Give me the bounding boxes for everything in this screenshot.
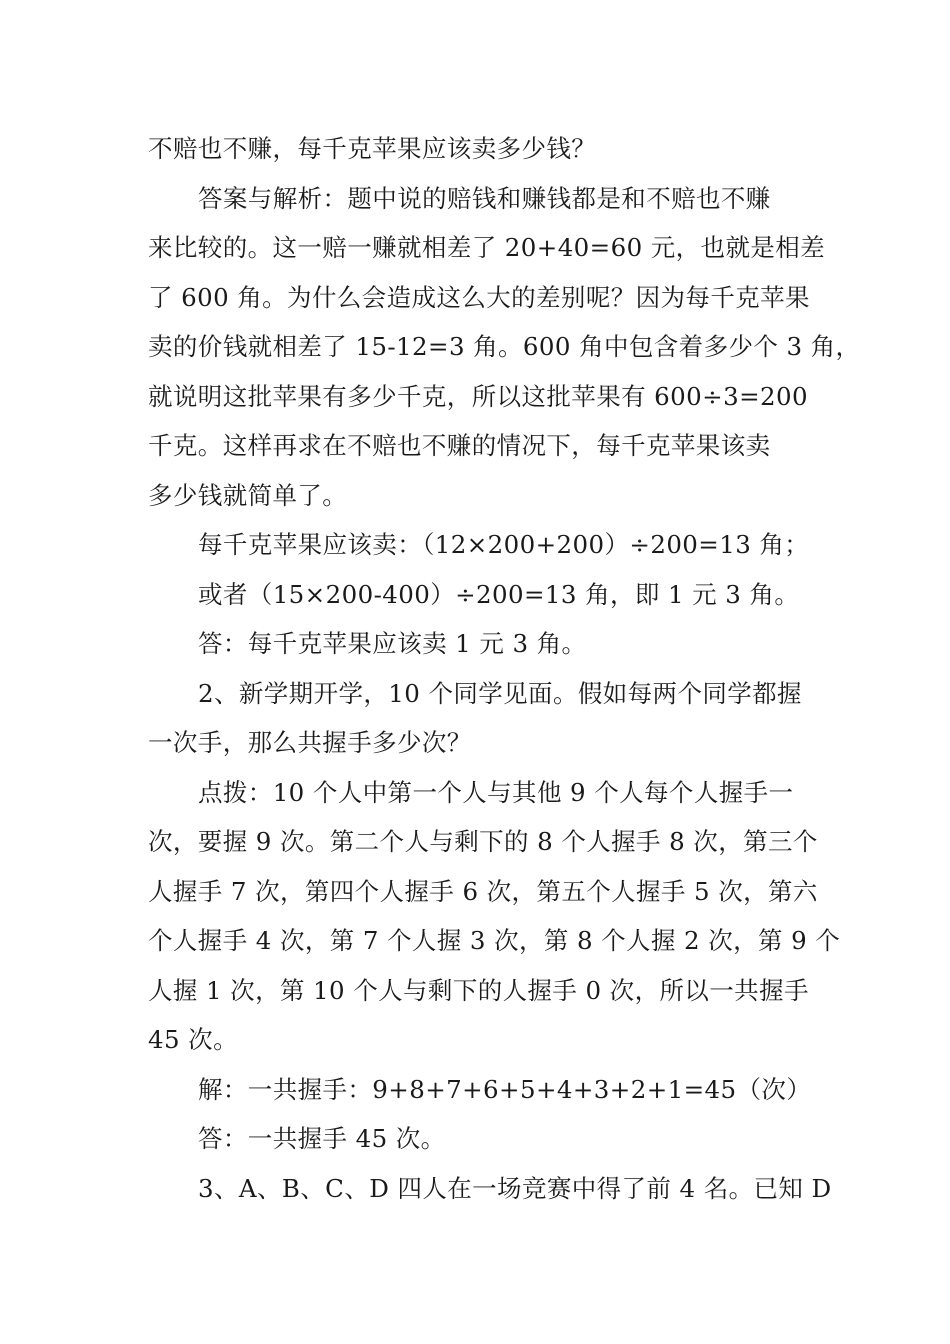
text-line: 千克。这样再求在不赔也不赚的情况下，每千克苹果该卖 [148, 431, 771, 460]
text-line: 点拨：10 个人中第一个人与其他 9 个人每个人握手一 [198, 777, 794, 807]
text-line: 45 次。 [148, 1025, 238, 1054]
text-line: 答：一共握手 45 次。 [198, 1124, 446, 1153]
text-line: 不赔也不赚，每千克苹果应该卖多少钱？ [148, 134, 597, 163]
text-line: 2、新学期开学，10 个同学见面。假如每两个同学都握 [198, 678, 802, 708]
text-line: 答案与解析：题中说的赔钱和赚钱都是和不赔也不赚 [198, 183, 771, 213]
text-line: 答：每千克苹果应该卖 1 元 3 角。 [198, 629, 587, 658]
text-line: 人握手 7 次，第四个人握手 6 次，第五个人握手 5 次，第六 [148, 876, 818, 906]
text-line: 个人握手 4 次，第 7 个人握 3 次，第 8 个人握 2 次，第 9 个 [148, 926, 841, 955]
text-line: 卖的价钱就相差了 15-12=3 角。600 角中包含着多少个 3 角， [148, 332, 861, 361]
text-line: 每千克苹果应该卖：（12×200+200）÷200=13 角； [198, 530, 810, 559]
text-line: 就说明这批苹果有多少千克，所以这批苹果有 600÷3=200 [148, 381, 808, 411]
text-line: 了 600 角。为什么会造成这么大的差别呢？因为每千克苹果 [148, 282, 810, 312]
text-line: 人握 1 次，第 10 个人与剩下的人握手 0 次，所以一共握手 [148, 975, 809, 1005]
text-line: 或者（15×200-400）÷200=13 角，即 1 元 3 角。 [198, 579, 800, 609]
text-line: 次，要握 9 次。第二个人与剩下的 8 个人握手 8 次，第三个 [148, 827, 818, 856]
text-line: 多少钱就简单了。 [148, 480, 348, 510]
body-text [148, 124, 861, 1213]
text-line: 一次手，那么共握手多少次？ [148, 728, 472, 757]
text-line: 3、A、B、C、D 四人在一场竞赛中得了前 4 名。已知 D [198, 1173, 832, 1203]
text-line: 解：一共握手：9+8+7+6+5+4+3+2+1=45（次） [198, 1074, 812, 1104]
text-line: 来比较的。这一赔一赚就相差了 20+40=60 元，也就是相差 [148, 233, 826, 262]
